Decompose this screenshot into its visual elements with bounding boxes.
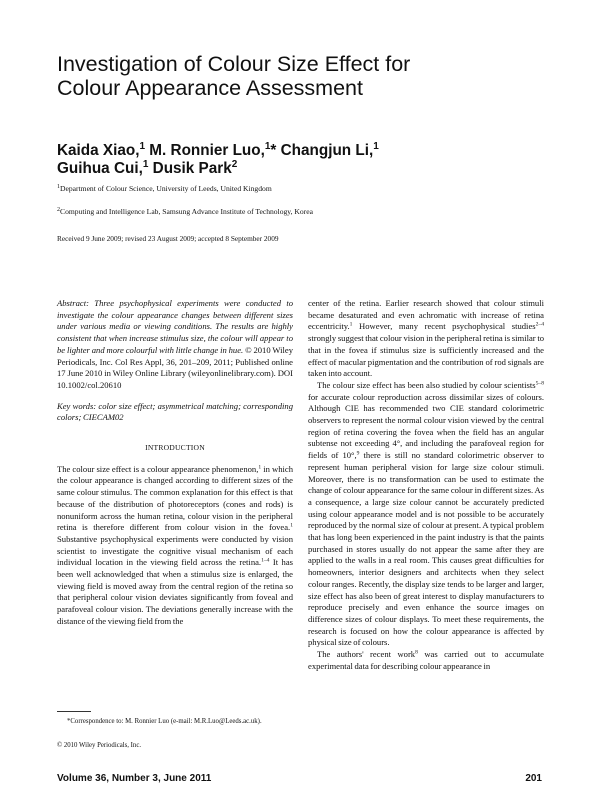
introduction-paragraph-1: The colour size effect is a colour appearance phenomenon,$^1$ in which the colour appearance is changed according to different sizes of the same colour stimulus. The common explanation for this effect is that because of the distribution of photoreceptors (cones and rods) is nonuniform across the human retina, colour vision in the peripheral retina is therefore different from colour vision in the fovea.$^1$ Substantive psychophysical experiments were conducted by vision scientist to investigate the cognitive visual mechanism of each individual location in the viewing field across the retina.$^{1-4}$ It has been well acknowledged that when a stimulus size is enlarged, the viewing field is moved away from the central region of the retina so that peripheral colour vision deviates significantly from foveal and parafoveal colour vision. The deviations generally increase with the distance of the viewing field from the [57,463,293,626]
corresponding-author-mark: * [270,142,277,159]
reference-mark: 1 [258,464,262,471]
keywords: Key words: color size effect; asymmetrical matching; corresponding colors; CIECAM02 [57,400,293,423]
reference-mark: 8 [415,649,418,656]
author-affiliation-mark: 2 [231,159,238,170]
title-line-2: Colour Appearance Assessment [57,76,363,100]
journal-issue-footer: Volume 36, Number 3, June 2011 [57,773,212,784]
reference-mark: 9 [356,450,360,457]
correspondence-footnote: *Correspondence to: M. Ronnier Luo (e-mail: M.R.Luo@Leeds.ac.uk). [67,718,262,725]
affiliation-1: $^1$Department of Colour Science, University of Leeds, United Kingdom [57,184,272,193]
copyright-notice: © 2010 Wiley Periodicals, Inc. [57,742,142,749]
citation-info: © 2010 Wiley Periodicals, Inc. Col Res Appl, 36, 201–209, 2011; Published online 17 June 2010 in Wiley Online Library (wileyonlinelibrary.com). DOI 10.1002/col.20610 [57,344,294,390]
abstract: Abstract: Three psychophysical experiments were conducted to investigate the colour appearance changes between different sizes under various media or viewing conditions. The results are highly consistent that when increase stimulus size, the colour will appear to be lighter and more colourful with little change in hue. © 2010 Wiley Periodicals, Inc. Col Res Appl, 36, 201–209, 2011; Published online 17 June 2010 in Wiley Online Library (wileyonlinelibrary.com). DOI 10.1002/col.20610 [57,298,294,390]
reference-mark: 1–4 [261,557,270,564]
author-affiliation-mark: 1 [373,141,379,152]
introduction-paragraph-2: The colour size effect has been also studied by colour scientists$^{5-8}$ for accurate colour reproduction across dissimilar sizes of colours. Although CIE has recommended two CIE standard colorimetric observers to represent the normal colour vision viewed by the central region of retina covering the fovea when the field has an angular subtense not exceeding 4°, and including the parafoveal region for fields of 10°,$^9$ there is still no standard colorimetric observer to represent human peripheral vision for large size colour stimuli. Moreover, there is no transformation can be used to estimate the change of colour appearance for the same colour in different sizes. As a consequence, a large size colour cannot be accurately predicted using colour appearance model and is not possible to be accurately reproduced by the normal size of colour at present. A typical problem that has long been experienced in the paint industry is that the paints purchased in stores usually do not appear the same after they are applied to the walls in a real room. This causes great difficulties for homeowners, interior designers and architects when they select colour ranges. Recently, the display size tends to be larger and larger, size effect has also been of great interest to display manufacturers to reproduce precisely and even enhance the source images on difference sizes of colour displays. To meet these requirements, the research is focused on how the colour appearance is affected by physical size of colours. [308,379,545,648]
author-affiliation-mark: 1 [142,159,149,170]
introduction-paragraph-1-continued: center of the retina. Earlier research showed that colour stimuli became desaturated and even achromatic with increase of retina eccentricity.$^1$ However, many recent psychophysical studies$^{2-4}$ strongly suggest that colour vision in the peripheral retina is similar to that in the fovea if stimulus size is sufficiently increased and the effect of macular pigmentation and the contribution of rod signals are taken into account. [308,298,544,379]
author-affiliation-mark: 1 [264,141,271,152]
introduction-paragraph-3: The authors' recent work$^8$ was carried out to accumulate experimental data for describing colour appearance in [308,649,544,671]
reference-mark: 1 [349,321,353,328]
author-name: Dusik Park [152,160,232,177]
reference-mark: 5–8 [535,380,544,387]
article-title [57,52,557,100]
left-column [57,298,293,628]
reference-mark: 1 [290,522,293,529]
right-column [308,298,544,673]
author-name: Kaida Xiao, [57,142,140,159]
page-number: 201 [525,773,542,784]
author-name: Changjun Li, [280,142,374,159]
author-affiliation-mark: 1 [139,141,146,152]
section-heading-introduction: INTRODUCTION [145,443,205,453]
author-name: Guihua Cui, [57,160,143,177]
title-line-1: Investigation of Colour Size Effect for [57,52,411,76]
author-name: M. Ronnier Luo, [149,142,265,159]
affiliation-2: $^2$Computing and Intelligence Lab, Samsung Advance Institute of Technology, Korea [57,207,313,216]
footnote-divider [57,711,91,712]
author-list [57,142,557,178]
received-dates: Received 9 June 2009; revised 23 August 2009; accepted 8 September 2009 [57,234,279,243]
reference-mark: 2–4 [535,321,544,328]
